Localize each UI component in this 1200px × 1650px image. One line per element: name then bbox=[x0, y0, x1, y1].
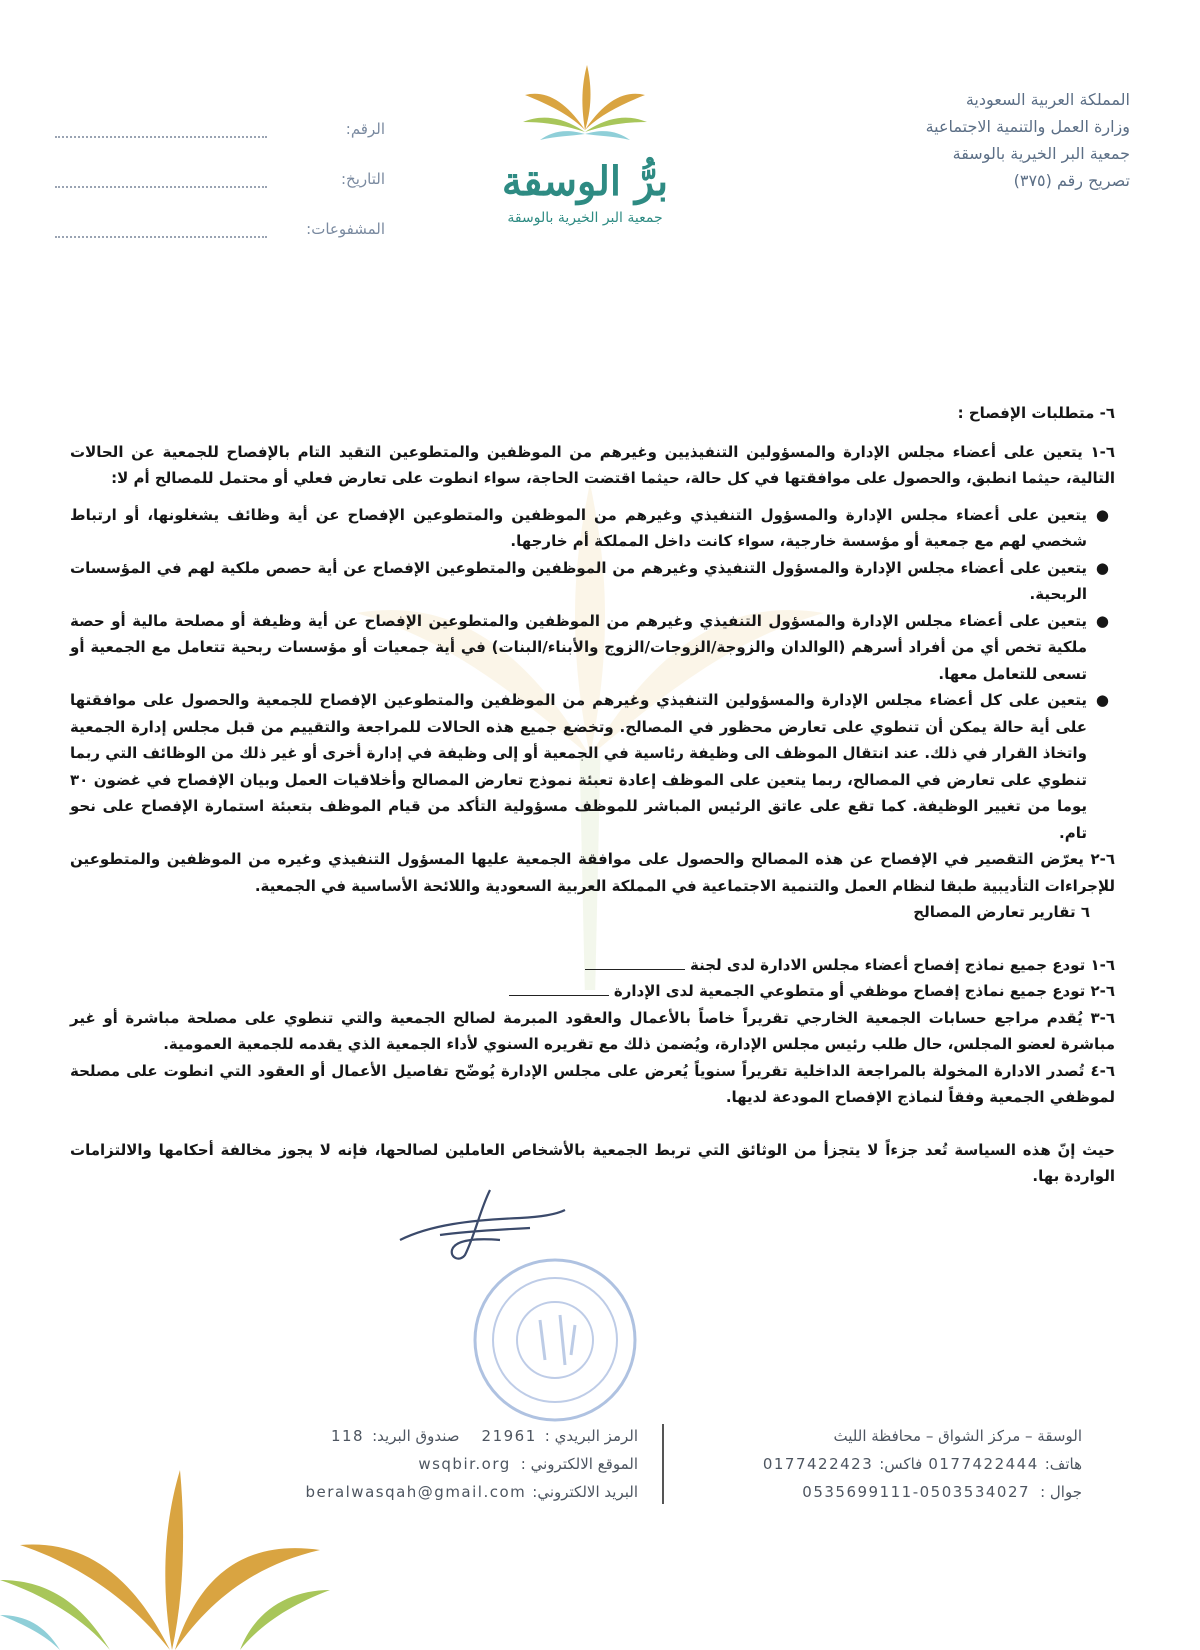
palm-logo-icon bbox=[485, 60, 685, 210]
footer-mobile-row bbox=[672, 1478, 1082, 1506]
report-item-3: ٦-٣ يُقدم مراجع حسابات الجمعية الخارجي تقريراً خاصاً بالأعمال والعقود المبرمة لصالح الجمعية والتي تنطوي على مصلحة مباشرة أو غير مباشرة لعضو المجلس، حال طلب رئيس مجلس الإدارة، ويُضمن ذلك مع تقريره السنوي لأداء الجمعية الذي يقدمه للجمعية العمومية. bbox=[70, 1008, 1115, 1053]
list-item: ● يتعين على كل أعضاء مجلس الإدارة والمسؤولين التنفيذي وغيرهم من الموظفين والمتطوعين الإفصاح للجمعية والحصول على موافقتها على أية حالة يمكن أن تنطوي على تعارض محظور في المصالح. وتخضع جميع هذه الحالات للمراجعة والتقييم من قبل مجلس إدارة الجمعية واتخاذ القرار في ذلك. عند انتقال الموظف الى وظيفة رئاسية في الجمعية أو إلى وظيفة في إدارة أخرى أو غير ذلك من الوظائف التي ربما تنطوي على تعارض في المصالح، ربما يتعين على الموظف إعادة تعبئة نموذج تعارض المصالح وأخلاقيات العمل وبيان الإفصاح في غضون ٣٠ يوما من تغيير الوظيفة. كما تقع على عاتق الرئيس المباشر للموظف مسؤولية التأكد من قيام الموظف بتعبئة استمارة الإفصاح على نحو تام. bbox=[70, 687, 1087, 846]
org-line-ministry: وزارة العمل والتنمية الاجتماعية bbox=[925, 117, 1130, 136]
po-box-label: صندوق البريد: bbox=[372, 1427, 460, 1445]
date-row bbox=[55, 138, 385, 188]
attachments-label: المشفوعات: bbox=[306, 220, 385, 238]
closing-statement: حيث إنّ هذه السياسة تُعد جزءاً لا يتجزأ من الوثائق التي تربط الجمعية بالأشخاص العاملين لصالحها، فإنه لا يجوز مخالفة أحكامها والالتزامات الواردة بها. bbox=[70, 1140, 1115, 1185]
paragraph-6-2: ٦-٢ يعرّض التقصير في الإفصاح عن هذه المصالح والحصول على موافقة الجمعية عليها المسؤول التنفيذي وغيره من الموظفين والمتطوعين للإجراءات التأديبية طبقا لنظام العمل والتنمية الاجتماعية في المملكة العربية السعودية واللائحة الأساسية في الجمعية. bbox=[70, 850, 1115, 895]
reference-fields bbox=[55, 88, 385, 238]
postal-code-label: الرمز البريدي : bbox=[544, 1427, 638, 1445]
footer-divider bbox=[662, 1424, 664, 1504]
phone-value: 0177422444 bbox=[928, 1455, 1039, 1473]
org-line-association: جمعية البر الخيرية بالوسقة bbox=[952, 144, 1130, 163]
blank-line bbox=[585, 955, 685, 970]
attachments-row bbox=[55, 188, 385, 238]
ref-number-row bbox=[55, 88, 385, 138]
email-label: البريد الالكتروني: bbox=[532, 1483, 638, 1501]
footer-address: الوسقة – مركز الشواق – محافظة الليث bbox=[833, 1427, 1082, 1445]
report-item-4: ٦-٤ تُصدر الادارة المخولة بالمراجعة الداخلية تقريراً سنوياً يُعرض على مجلس الإدارة يُوضّح تفاصيل الأعمال أو العقود التي انطوت على مصلحة لموظفي الجمعية وفقاً لنماذج الإفصاح المودعة لديها. bbox=[70, 1061, 1115, 1106]
bullet-icon: ● bbox=[1095, 505, 1109, 524]
org-header bbox=[800, 86, 1130, 194]
report-item-1: ٦-١ تودع جميع نماذج إفصاح أعضاء مجلس الادارة لدى لجنة bbox=[70, 952, 1115, 979]
website-label: الموقع الالكتروني : bbox=[520, 1455, 638, 1473]
paragraph-6-1: ٦-١ يتعين على أعضاء مجلس الإدارة والمسؤولين التنفيذيين وغيرهم من الموظفين والمتطوعين التقيد التام بالإفصاح للجمعية عن الحالات التالية، حيثما انطبق، والحصول على موافقتها في كل حالة، حيثما اقتضت الحاجة، سواء انطوت على تعارض فعلي أو محتمل للمصالح أم لا: bbox=[70, 442, 1115, 487]
date-label: التاريخ: bbox=[341, 170, 385, 188]
blank-line bbox=[509, 981, 609, 996]
phone-label: هاتف: bbox=[1044, 1455, 1082, 1473]
logo-text: برُّ الوسقة bbox=[501, 158, 669, 205]
official-stamp bbox=[465, 1250, 645, 1430]
email-value: beralwasqah@gmail.com bbox=[305, 1483, 527, 1501]
document-body bbox=[70, 400, 1115, 1190]
ref-number-label: الرقم: bbox=[345, 120, 385, 138]
report-item-2: ٦-٢ تودع جميع نماذج إفصاح موظفي أو متطوعي الجمعية لدى الإدارة bbox=[70, 978, 1115, 1005]
bullet-list bbox=[70, 502, 1115, 847]
date-field bbox=[55, 172, 267, 188]
attachments-field bbox=[55, 222, 267, 238]
list-item: ● يتعين على أعضاء مجلس الإدارة والمسؤول التنفيذي وغيرهم من الموظفين والمتطوعين الإفصاح عن أية وظائف يشغلونها، أو ارتباط شخصي لهم مع جمعية أو مؤسسة خارجية، سواء كانت داخل المملكة أم خارجها. bbox=[70, 502, 1087, 555]
website-value: wsqbir.org bbox=[418, 1455, 511, 1473]
po-box-value: 118 bbox=[330, 1427, 365, 1445]
footer-contact bbox=[672, 1422, 1082, 1506]
postal-code-value: 21961 bbox=[481, 1427, 537, 1445]
org-line-license: تصريح رقم (٣٧٥) bbox=[1013, 171, 1130, 190]
footer-phone-row bbox=[672, 1450, 1082, 1478]
ref-number-field bbox=[55, 122, 267, 138]
bullet-icon: ● bbox=[1095, 558, 1109, 577]
fax-value: 0177422423 bbox=[762, 1455, 874, 1473]
reports-title: ٦ تقارير تعارض المصالح bbox=[913, 903, 1090, 921]
section-title: ٦- متطلبات الإفصاح : bbox=[957, 404, 1115, 422]
bullet-icon: ● bbox=[1095, 611, 1109, 630]
mobile-value: 0535699111-0503534027 bbox=[802, 1483, 1031, 1501]
bullet-icon: ● bbox=[1095, 691, 1109, 709]
mobile-label: جوال : bbox=[1040, 1483, 1082, 1501]
logo bbox=[485, 60, 685, 250]
palm-decoration bbox=[0, 1430, 330, 1650]
fax-label: فاكس: bbox=[879, 1455, 923, 1473]
list-item: ● يتعين على أعضاء مجلس الإدارة والمسؤول التنفيذي وغيرهم من الموظفين والمتطوعين الإفصاح عن أية وظيفة أو مصلحة مالية أو حصة ملكية تخص أي من أفراد أسرهم (الوالدان والزوجة/الزوجات/الزوج والأبناء/البنات) في أية جمعيات أو مؤسسات ربحية تتعامل مع الجمعية أو تسعى للتعامل معها. bbox=[70, 608, 1087, 688]
list-item: ● يتعين على أعضاء مجلس الإدارة والمسؤول التنفيذي وغيرهم من الموظفين والمتطوعين الإفصاح عن أية حصص ملكية لهم في المؤسسات الربحية. bbox=[70, 555, 1087, 608]
logo-caption: جمعية البر الخيرية بالوسقة bbox=[507, 210, 663, 226]
org-line-country: المملكة العربية السعودية bbox=[965, 90, 1130, 109]
